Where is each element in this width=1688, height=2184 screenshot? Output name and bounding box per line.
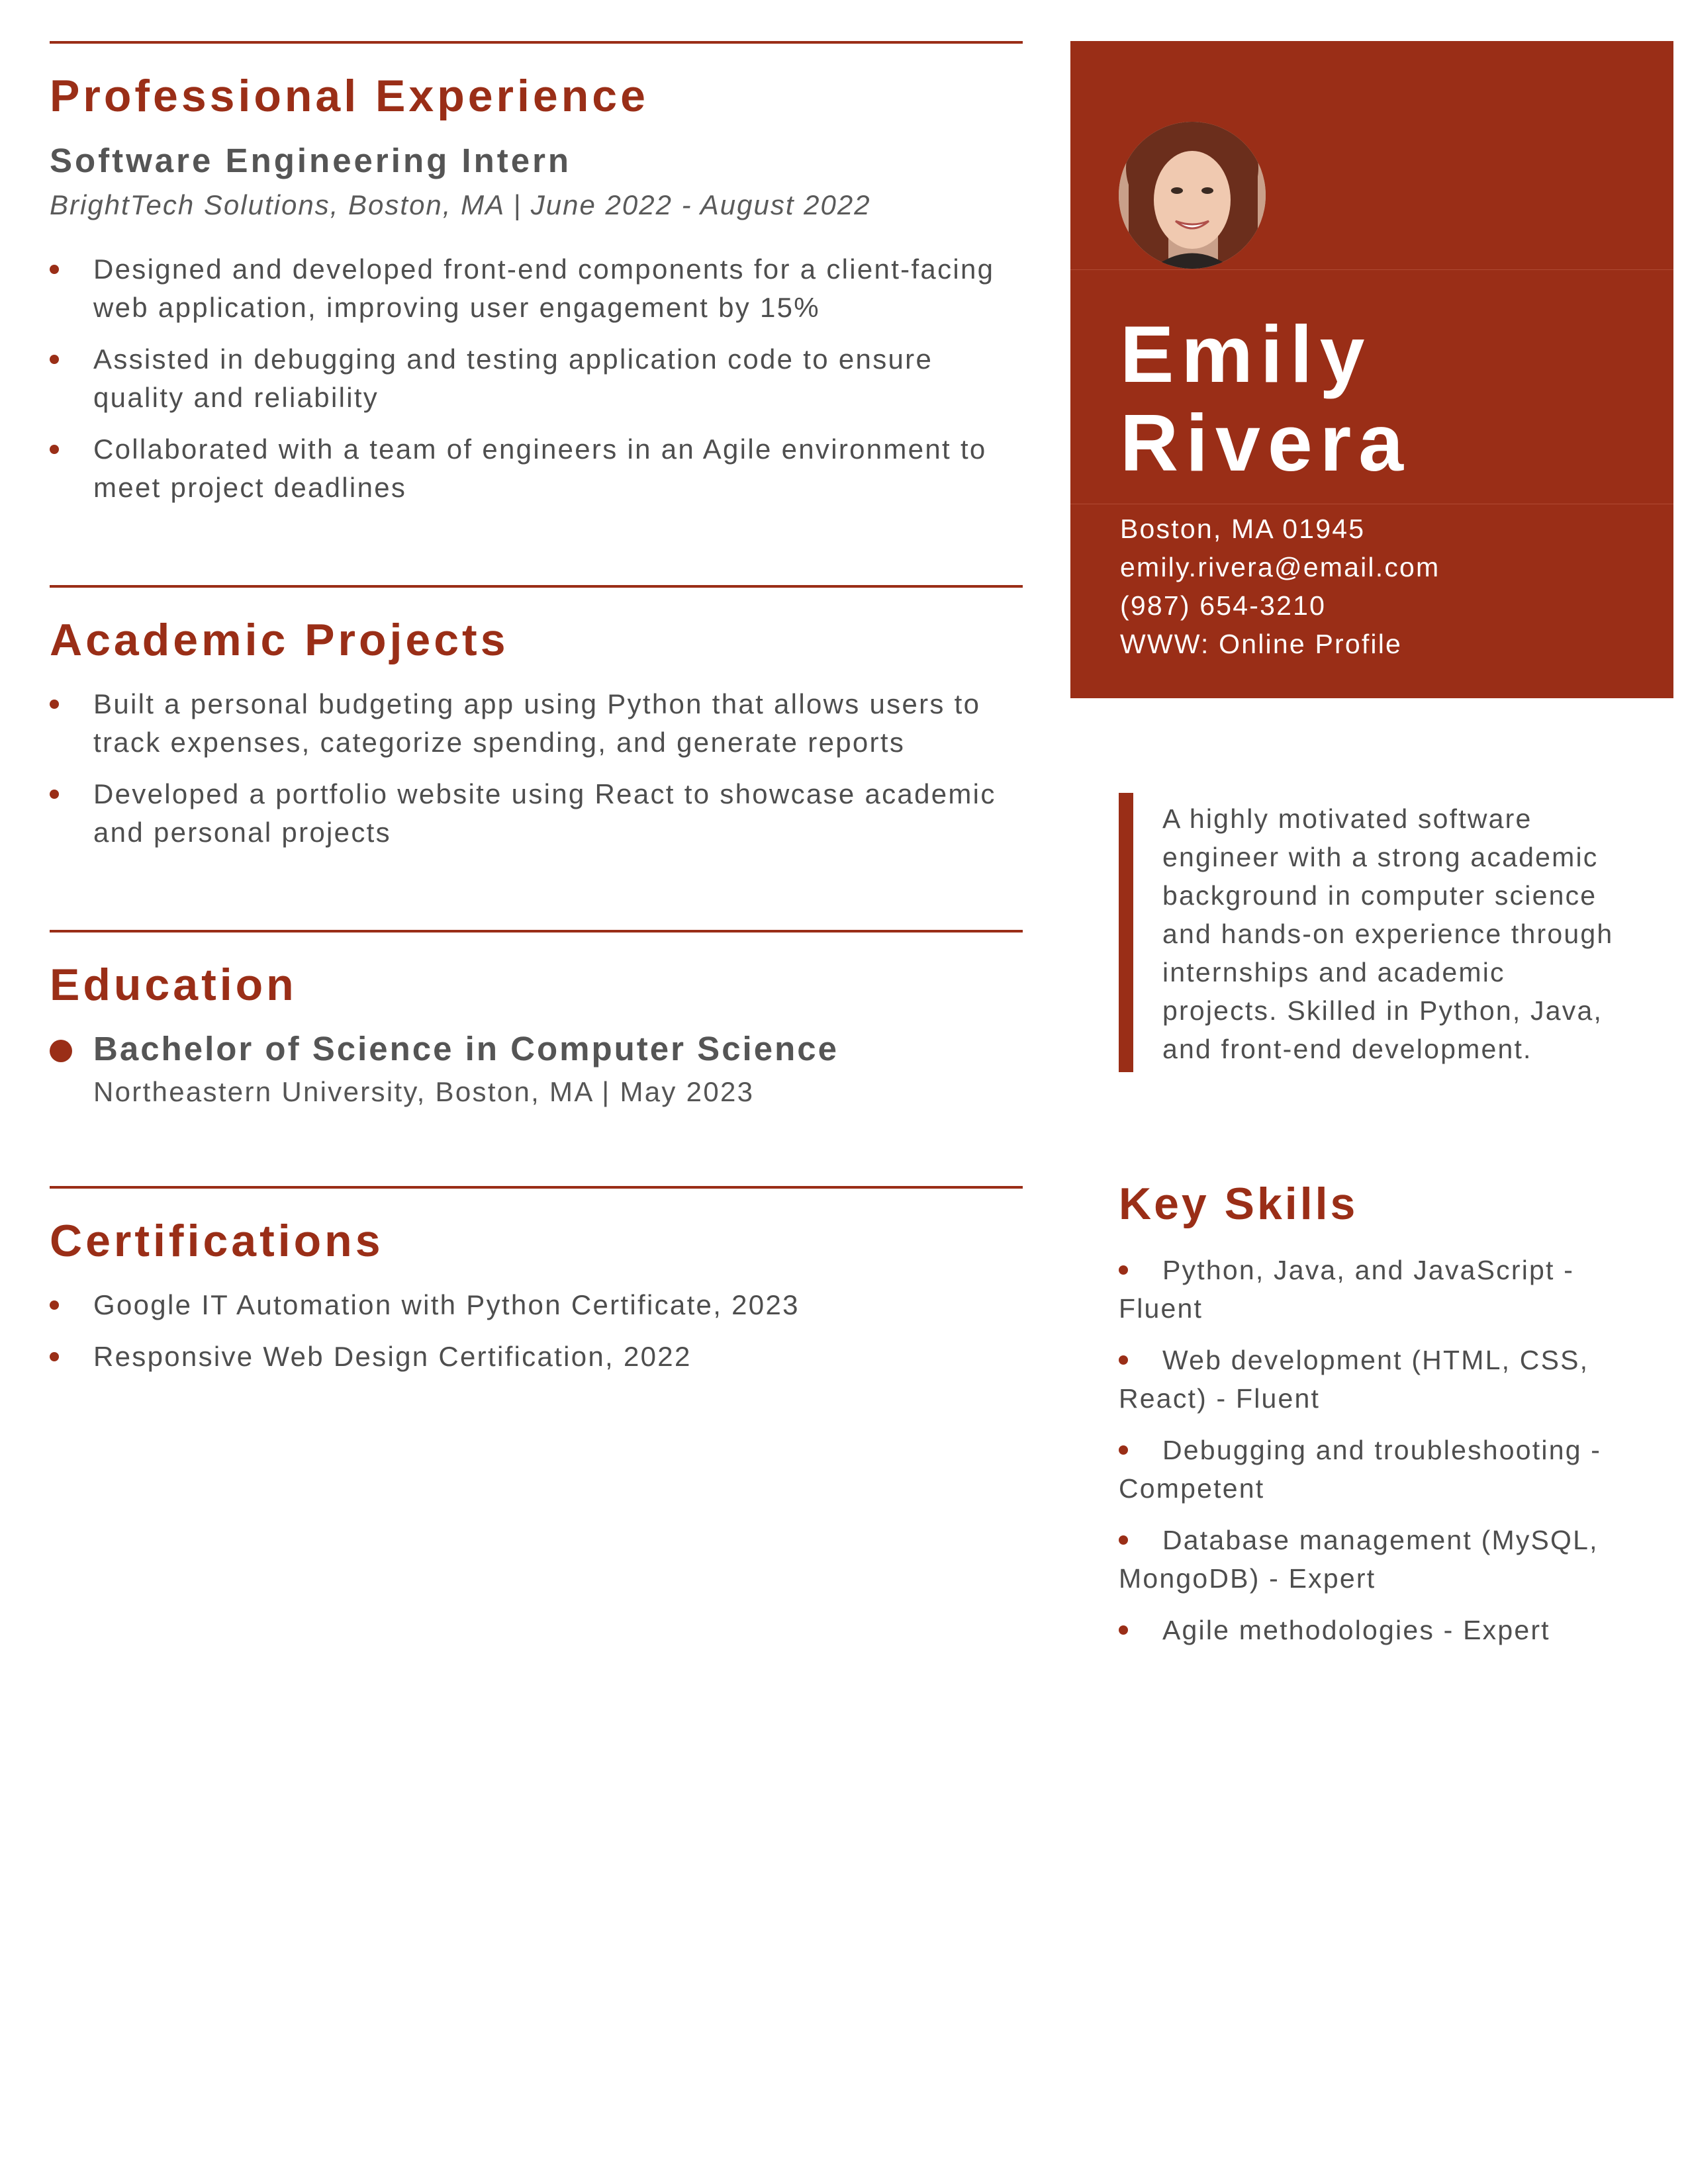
bullet-icon: [50, 1300, 59, 1310]
name-block: [1070, 270, 1673, 504]
job-location-dates: , Boston, MA | June 2022 - August 2022: [330, 189, 871, 220]
job-meta: [50, 189, 1023, 221]
list-item: [50, 1338, 1023, 1376]
bullet-text: Responsive Web Design Certification, 2022: [93, 1341, 692, 1373]
main-column: [50, 41, 1023, 1389]
education-item: [50, 1029, 1023, 1108]
avatar: [1119, 122, 1266, 269]
contact-info: [1070, 504, 1673, 663]
projects-section: [50, 585, 1023, 852]
bullet-icon: [1119, 1535, 1128, 1545]
list-item: [50, 250, 1023, 327]
skill-text: Python, Java, and JavaScript - Fluent: [1119, 1255, 1575, 1324]
bullet-text: Google IT Automation with Python Certificate, 2023: [93, 1289, 800, 1321]
photo-row: [1070, 41, 1673, 270]
certifications-bullets: [50, 1286, 1023, 1376]
skills-heading: Key Skills: [1119, 1179, 1358, 1229]
summary: A highly motivated software engineer with a strong academic background in computer science and hands-on experience through internships and academic projects. Skilled in Python, Java, and front-end development.: [1119, 793, 1622, 1072]
website-link[interactable]: WWW: Online Profile: [1120, 629, 1403, 659]
skills-section: [1119, 1178, 1635, 1662]
bullet-text: Assisted in debugging and testing application code to ensure quality and reliability: [93, 343, 933, 413]
bullet-icon: [50, 265, 59, 274]
bullet-text: Designed and developed front-end components for a client-facing web application, improving user engagement by 15%: [93, 253, 995, 323]
skill-text: Agile methodologies - Expert: [1162, 1615, 1550, 1645]
degree: Bachelor of Science in Computer Science: [93, 1030, 839, 1068]
bullet-text: Collaborated with a team of engineers in an Agile environment to meet project deadlines: [93, 433, 987, 503]
list-item: [50, 775, 1023, 852]
school: Northeastern University, Boston, MA | May 2023: [93, 1076, 755, 1108]
skill-text: Debugging and troubleshooting - Competent: [1119, 1435, 1602, 1504]
list-item: [1119, 1611, 1635, 1649]
bullet-icon: [1119, 1625, 1128, 1635]
list-item: [1119, 1341, 1635, 1418]
company-name: BrightTech Solutions: [50, 189, 330, 220]
bullet-icon: [1119, 1265, 1128, 1275]
education-heading: Education: [50, 959, 297, 1010]
bullet-icon: [50, 1352, 59, 1361]
bullet-icon: [1119, 1445, 1128, 1455]
list-item: [50, 685, 1023, 762]
skill-text: Web development (HTML, CSS, React) - Fluent: [1119, 1345, 1589, 1414]
list-item: [50, 430, 1023, 507]
email-link[interactable]: emily.rivera@email.com: [1120, 552, 1440, 582]
bullet-icon: [1119, 1355, 1128, 1365]
list-item: [50, 340, 1023, 417]
list-item: [1119, 1521, 1635, 1598]
bullet-icon: [50, 700, 59, 709]
list-item: [1119, 1251, 1635, 1328]
bullet-icon: [50, 790, 59, 799]
job-title: Software Engineering Intern: [50, 141, 572, 179]
list-item: [50, 1286, 1023, 1324]
experience-bullets: [50, 250, 1023, 507]
projects-heading: Academic Projects: [50, 614, 509, 665]
first-name: Emily: [1120, 309, 1372, 399]
bullet-text: Built a personal budgeting app using Python that allows users to track expenses, categorize spending, and generate reports: [93, 688, 981, 758]
last-name: Rivera: [1120, 398, 1411, 488]
bullet-text: Developed a portfolio website using React to showcase academic and personal projects: [93, 778, 996, 848]
skills-list: [1119, 1251, 1635, 1649]
address: Boston, MA 01945: [1120, 514, 1366, 544]
bullet-icon: [50, 355, 59, 364]
skill-text: Database management (MySQL, MongoDB) - Expert: [1119, 1525, 1599, 1594]
certifications-section: [50, 1186, 1023, 1376]
list-item: [1119, 1431, 1635, 1508]
avatar-photo: [1119, 122, 1266, 269]
bullet-icon: [50, 445, 59, 454]
experience-section: [50, 41, 1023, 507]
bullet-icon: [50, 1040, 72, 1062]
profile-header: [1070, 41, 1673, 698]
phone: (987) 654-3210: [1120, 590, 1327, 621]
projects-bullets: [50, 685, 1023, 852]
experience-heading: Professional Experience: [50, 71, 649, 121]
education-section: [50, 930, 1023, 1109]
certifications-heading: Certifications: [50, 1216, 384, 1267]
